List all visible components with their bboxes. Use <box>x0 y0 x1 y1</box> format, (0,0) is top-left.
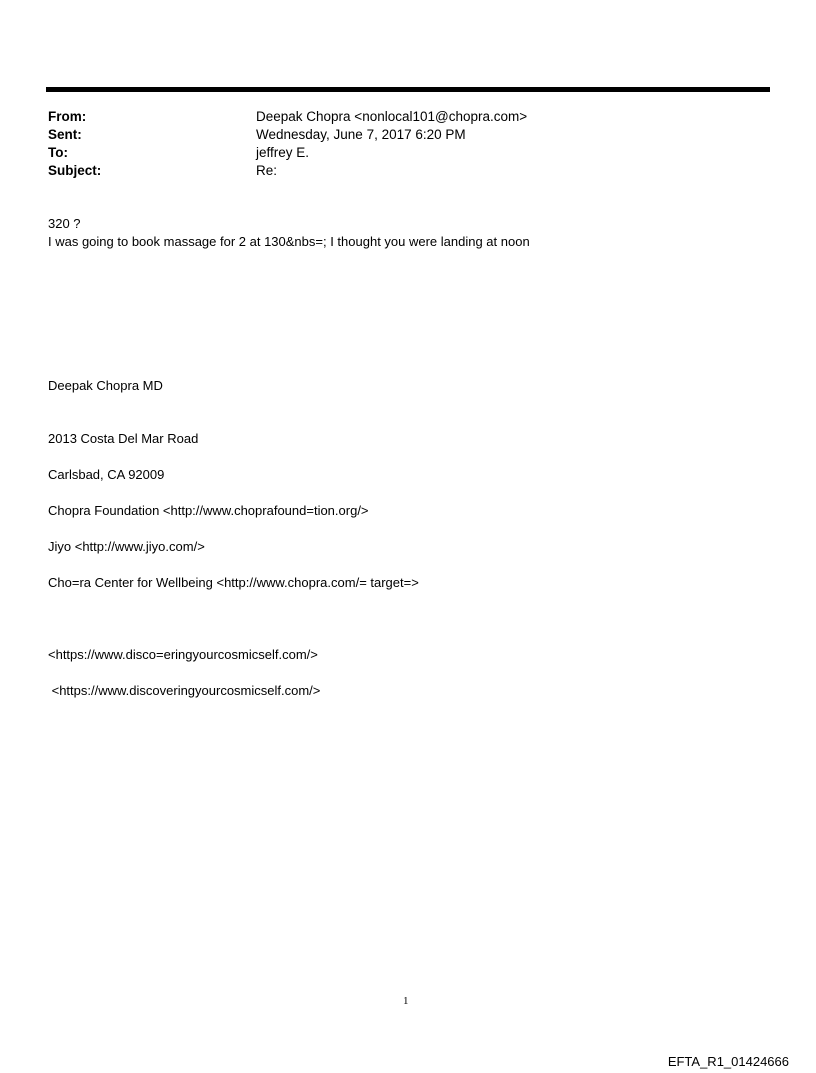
sent-row <box>48 126 527 144</box>
signature-link-jiyo: Jiyo <http://www.jiyo.com/> <box>48 539 205 554</box>
email-header <box>48 108 527 180</box>
signature-address-line-2: Carlsbad, CA 92009 <box>48 467 165 482</box>
sent-label: Sent: <box>48 127 82 142</box>
signature-link-cosmic-self-2: <https://www.discoveringyourcosmicself.com/> <box>48 683 321 698</box>
subject-value: Re: <box>256 163 278 178</box>
subject-label: Subject: <box>48 163 102 178</box>
sent-value: Wednesday, June 7, 2017 6:20 PM <box>256 127 466 142</box>
message-line-1: 320 ? <box>48 216 81 231</box>
signature-link-chopra-center: Cho=ra Center for Wellbeing <http://www.chopra.com/= target=> <box>48 575 419 590</box>
subject-row <box>48 162 527 180</box>
signature-address-line-1: 2013 Costa Del Mar Road <box>48 431 199 446</box>
signature-name: Deepak Chopra MD <box>48 378 163 393</box>
header-rule <box>46 87 770 92</box>
signature-link-chopra-foundation: Chopra Foundation <http://www.choprafound=tion.org/> <box>48 503 369 518</box>
bates-number: EFTA_R1_01424666 <box>667 1054 789 1069</box>
to-label: To: <box>48 145 68 160</box>
to-row <box>48 144 527 162</box>
to-value: jeffrey E. <box>256 145 310 160</box>
from-label: From: <box>48 109 87 124</box>
from-value: Deepak Chopra <nonlocal101@chopra.com> <box>256 109 528 124</box>
page-number: 1 <box>403 995 409 1007</box>
message-line-2: I was going to book massage for 2 at 130&nbs=; I thought you were landing at noon <box>48 234 530 249</box>
from-row <box>48 108 527 126</box>
signature-link-cosmic-self-1: <https://www.disco=eringyourcosmicself.com/> <box>48 647 318 662</box>
